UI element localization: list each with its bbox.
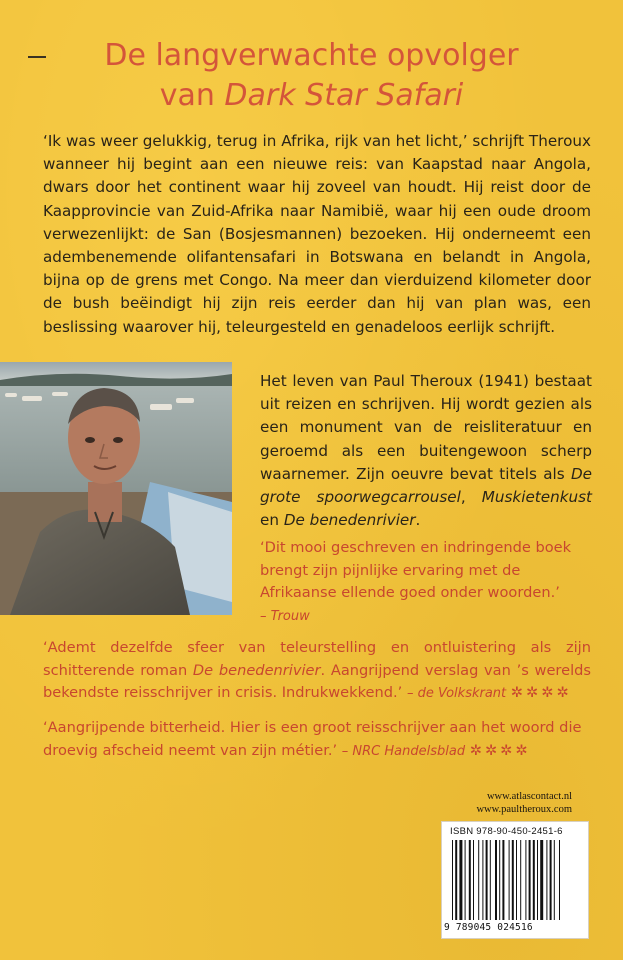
title-de-grote-spoorwegcarrousel: De grote spoorwegcarrousel [260,464,592,507]
heading-line1: De langverwachte opvolger [104,38,519,73]
author-paragraph-sep2: en [260,511,284,530]
author-paragraph [260,370,592,532]
title-de-benedenrivier: De benedenrivier [283,511,416,530]
barcode-digits: 9 789045 024516 [444,922,533,933]
quote-text: ‘Aangrijpende bitterheid. Hier is een groot reisschrijver aan het woord die droevig afscheid neemt van zijn métier.’ [43,719,582,759]
publisher-url[interactable]: www.atlascontact.nl [486,791,572,802]
author-paragraph-end: . [415,511,421,530]
title-muskietenkust: Muskietenkust [481,488,592,507]
author-paragraph-sep1: , [460,488,482,507]
author-paragraph-text: Het leven van Paul Theroux (1941) bestaat uit reizen en schrijven. Hij wordt gezien als een monument van de reisliteratuur en geroemd als een buitengewoon scherp waarnemer. Zijn oeuvre bevat titels als [260,372,592,483]
blurb-paragraph: ‘Ik was weer gelukkig, terug in Afrika, rijk van het licht,’ schrijft Theroux wanneer hij begint aan een nieuwe reis: van Kaapstad naar Angola, dwars door het continent waar hij zoveel van houdt. Hij reist door de Kaapprovincie van Zuid-Afrika naar Namibië, waar hij een oude droom verwezenlijkt: de San (Bosjesmannen) bezoeken. Hij onderneemt een adembenemende olifantensafari in Botswana en belandt in Angola, bijna op de grens met Congo. Na meer dan vierduizend kilometer door de bush beëindigt hij zijn reis eerder dan hij van plan was, een beslissing waarover hij, teleurgesteld en genadeloos eerlijk schrijft. [43,132,591,336]
quote-source: – Trouw [260,608,310,624]
heading-book-title: Dark Star Safari [224,78,464,113]
rating-stars: ✲✲✲✲ [510,684,572,701]
quote-text-a: ‘Ademt dezelfde sfeer van teleurstelling en ontluistering als zijn schitterende roman [43,639,591,679]
quote-book-title: De benedenrivier [192,661,321,679]
barcode-bars [442,822,588,938]
quote-source: – NRC Handelsblad [341,743,466,759]
isbn-barcode [441,821,589,939]
quote-source: – de Volkskrant [406,686,507,701]
quote-text-b: . Aangrijpend verslag van ’s werelds bekendste reisschrijver in crisis. Indrukwekkend.’ [43,661,591,701]
review-quote-nrc [43,717,591,763]
author-url[interactable]: www.paultheroux.com [476,804,572,815]
quote-text: ‘Dit mooi geschreven en indringende boek brengt zijn pijnlijke ervaring met de Afrikaanse ellende goed onder woorden.’ [260,539,572,601]
rating-stars: ✲✲✲✲ [469,741,531,759]
heading-line2 [0,76,623,116]
review-quote-trouw [260,537,592,628]
website-links [420,790,572,816]
isbn-label: ISBN 978-90-450-2451-6 [450,826,563,837]
cover-heading [0,36,623,116]
heading-line2-prefix: van [159,78,225,113]
review-quote-volkskrant [43,637,591,706]
author-photo [0,362,232,615]
